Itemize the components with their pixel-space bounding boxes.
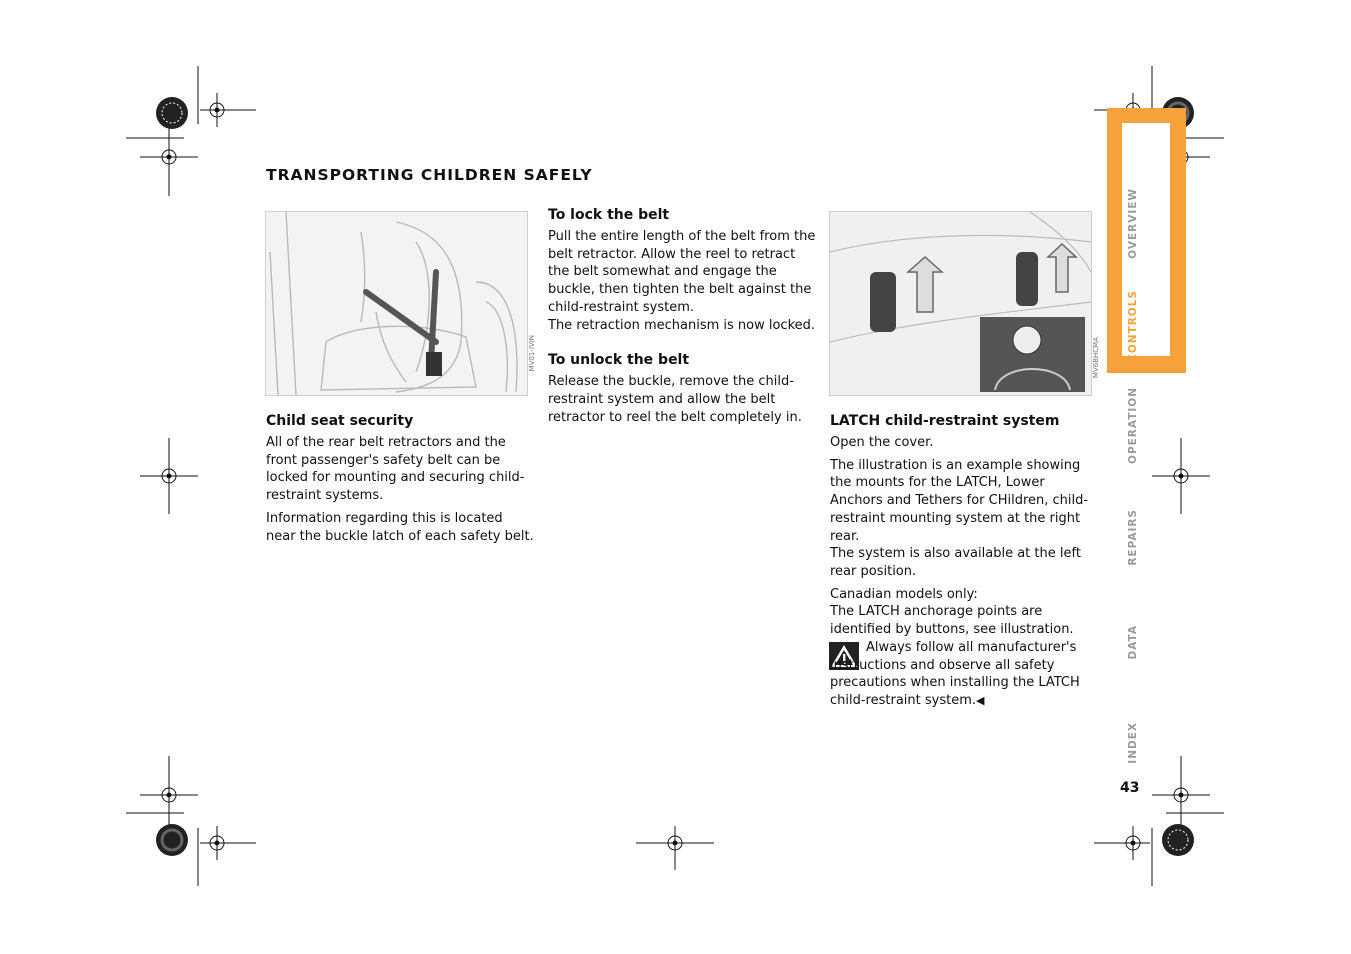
nav-controls[interactable]: CONTROLS (1127, 290, 1139, 362)
end-marker: ◀ (976, 694, 985, 708)
figure1-code: MV01-IVIN (528, 335, 536, 372)
latch-illustration (829, 211, 1092, 396)
nav-operation[interactable]: OPERATION (1127, 387, 1139, 464)
page-number: 43 (1120, 780, 1140, 796)
warning-message: Always follow all manufacturer's instructions and observe all safety precautions when installing the LATCH child-restraint system. (830, 640, 1080, 709)
child-seat-security-title: Child seat security (266, 413, 414, 429)
lock-belt-paragraph-2: The retraction mechanism is now locked. (548, 317, 816, 333)
latch-drawing (830, 212, 1091, 395)
lock-belt-paragraph-1: Pull the entire length of the belt from the belt retractor. Allow the reel to retract the belt somewhat and engage the buckle, then tighten the belt against the child-restraint system. (548, 229, 816, 315)
col3-paragraph-5: The LATCH anchorage points are identified by buttons, see illustration. (830, 604, 1074, 638)
nav-data[interactable]: DATA (1127, 625, 1139, 660)
lock-belt-title: To lock the belt (548, 207, 670, 223)
nav-index[interactable]: INDEX (1127, 722, 1139, 764)
warning-text (830, 639, 1098, 710)
col3-paragraph-2: The illustration is an example showing the mounts for the LATCH, Lower Anchors and Tethers for CHildren, child-restraint mounting system at the right rear. (830, 457, 1089, 544)
nav-repairs[interactable]: REPAIRS (1127, 509, 1139, 566)
col3-paragraph-1: Open the cover. (830, 435, 934, 450)
child-seat-illustration (265, 211, 528, 396)
unlock-belt-title: To unlock the belt (548, 352, 690, 369)
unlock-belt-paragraph: Release the buckle, remove the child-restraint system and allow the belt retractor to reel the belt completely in. (548, 374, 802, 425)
column-2 (548, 207, 816, 426)
column-1 (266, 413, 534, 545)
column-3 (830, 413, 1100, 639)
figure2-code: MV6BHCMA (1092, 337, 1100, 379)
col1-paragraph-2: Information regarding this is located near the buckle latch of each safety belt. (266, 510, 534, 544)
col3-paragraph-3: The system is also available at the left rear position. (830, 546, 1081, 579)
latch-title: LATCH child-restraint system (830, 413, 1060, 429)
col3-paragraph-4: Canadian models only: (830, 586, 978, 602)
col1-paragraph-1: All of the rear belt retractors and the front passenger's safety belt can be locked for mounting and securing child-restraint systems. (266, 435, 525, 504)
page-title: TRANSPORTING CHILDREN SAFELY (266, 166, 593, 184)
nav-overview[interactable]: OVERVIEW (1127, 188, 1139, 259)
child-seat-drawing (266, 212, 527, 395)
